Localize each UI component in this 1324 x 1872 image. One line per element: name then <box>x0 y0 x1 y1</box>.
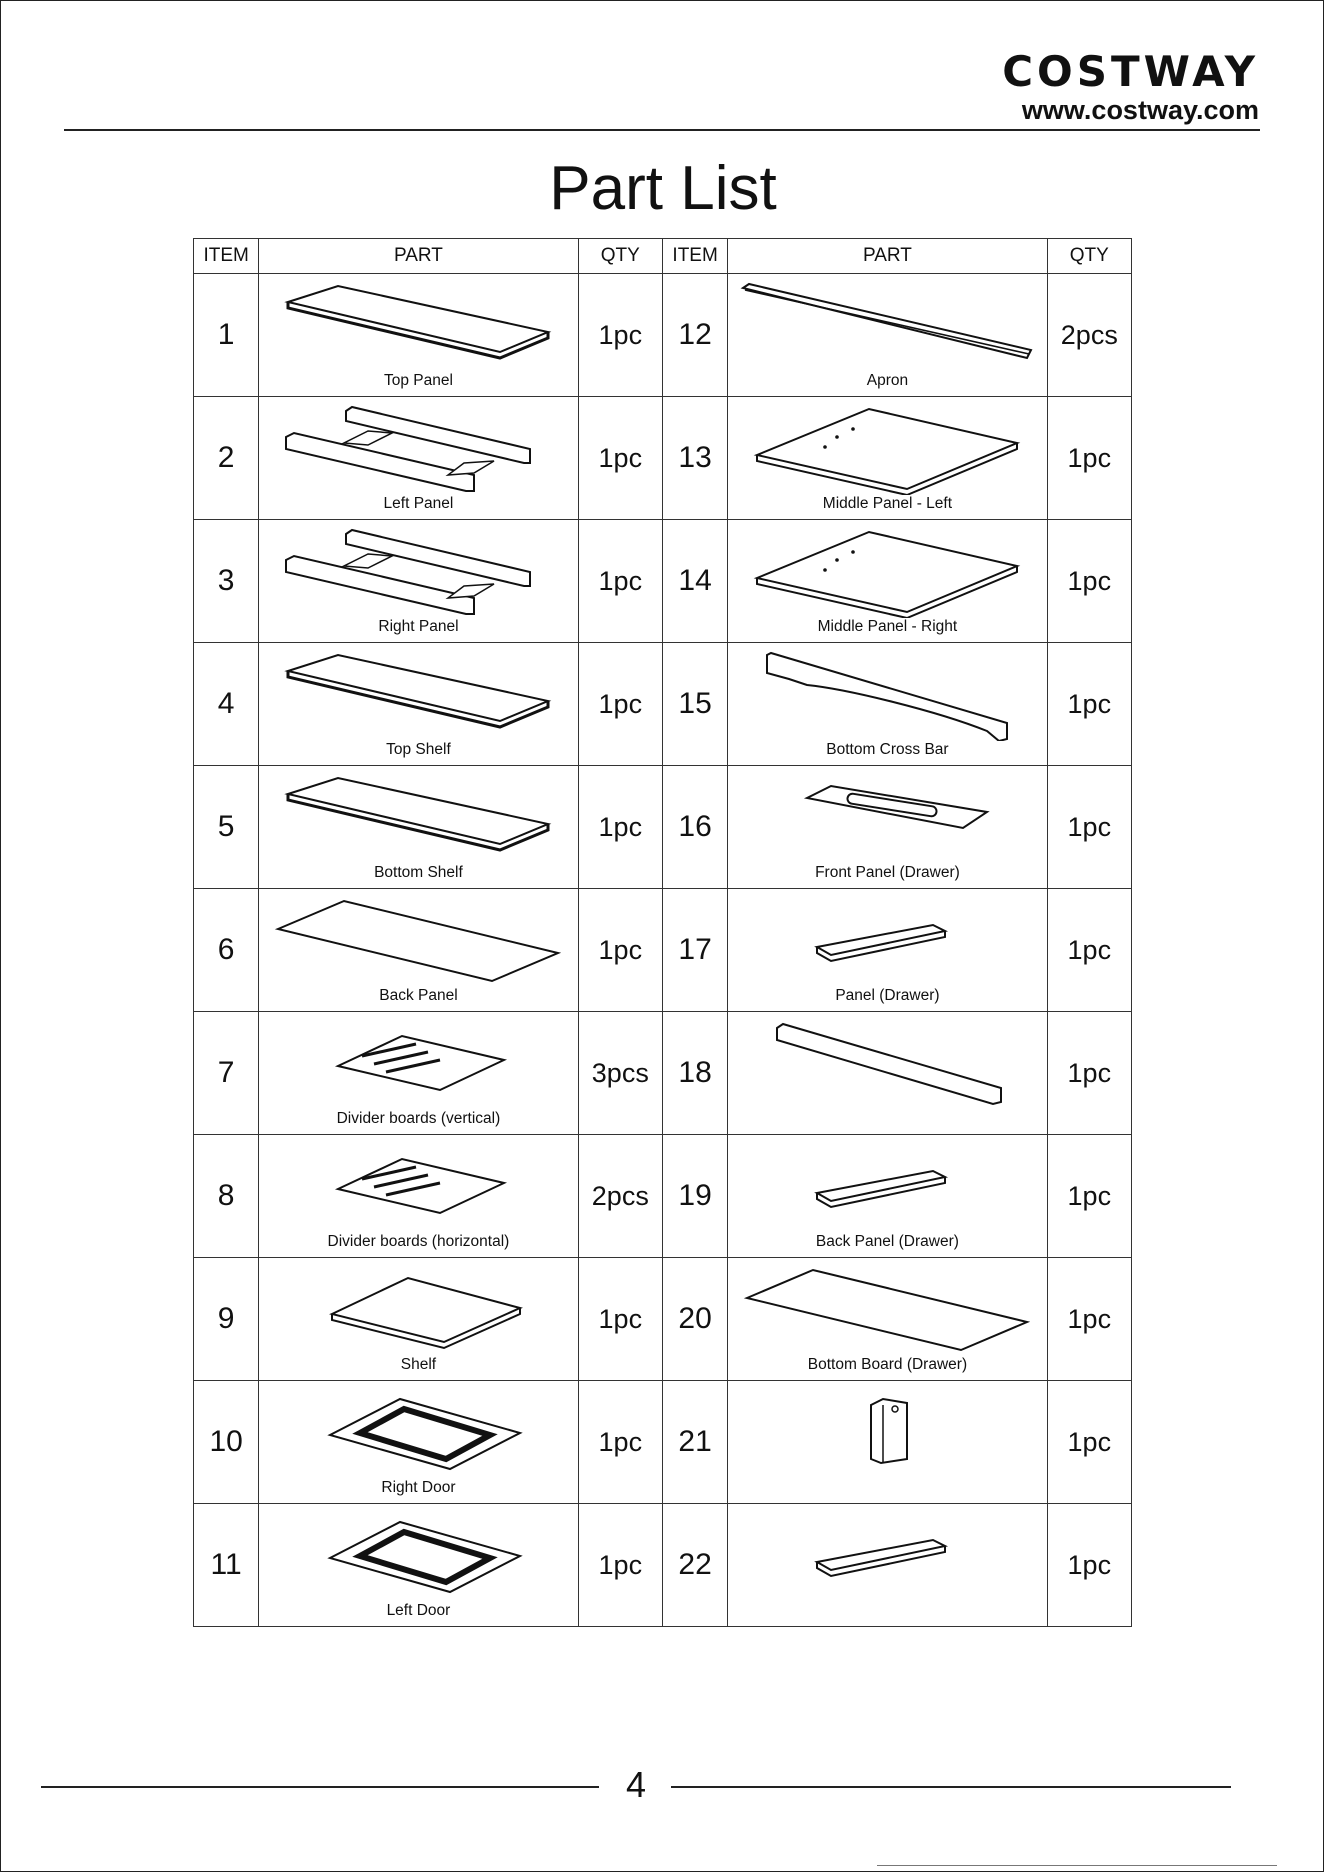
part-name: Shelf <box>400 1356 437 1373</box>
part-name: Right Door <box>381 1479 456 1496</box>
part-cell <box>728 643 1047 766</box>
header-item: ITEM <box>662 239 727 274</box>
table-row <box>194 274 1132 397</box>
part-cell <box>259 397 578 520</box>
part-name <box>728 1602 1046 1626</box>
header-part: PART <box>728 239 1047 274</box>
part-name: Left Panel <box>383 495 454 512</box>
part-drawing-small-board <box>737 1510 1037 1602</box>
table-row <box>194 766 1132 889</box>
part-quantity: 1pc <box>1047 1012 1131 1135</box>
part-name: Divider boards (horizontal) <box>327 1233 510 1250</box>
item-number: 18 <box>662 1012 727 1135</box>
part-name: Left Door <box>386 1602 451 1619</box>
part-name: Bottom Cross Bar <box>826 741 949 758</box>
part-quantity: 1pc <box>1047 1381 1131 1504</box>
part-cell <box>728 1381 1047 1504</box>
part-quantity: 1pc <box>1047 643 1131 766</box>
scan-edge-mark <box>877 1865 1277 1866</box>
part-cell <box>728 1135 1047 1258</box>
item-number: 6 <box>194 889 259 1012</box>
part-quantity: 1pc <box>1047 520 1131 643</box>
part-list-table <box>193 238 1132 1627</box>
part-cell <box>259 889 578 1012</box>
part-quantity: 1pc <box>578 397 662 520</box>
header-qty: QTY <box>1047 239 1131 274</box>
header-qty: QTY <box>578 239 662 274</box>
part-name <box>728 1110 1046 1134</box>
part-drawing-side-frame <box>268 403 568 495</box>
part-quantity: 1pc <box>1047 1258 1131 1381</box>
item-number: 3 <box>194 520 259 643</box>
item-number: 17 <box>662 889 727 1012</box>
part-quantity: 1pc <box>578 766 662 889</box>
part-quantity: 1pc <box>1047 1135 1131 1258</box>
part-cell <box>728 766 1047 889</box>
part-name: Divider boards (vertical) <box>336 1110 501 1127</box>
item-number: 2 <box>194 397 259 520</box>
part-quantity: 1pc <box>1047 766 1131 889</box>
part-drawing-drawer-front <box>737 772 1037 864</box>
part-cell <box>259 766 578 889</box>
part-drawing-thin-sheet <box>737 1264 1037 1356</box>
item-number: 19 <box>662 1135 727 1258</box>
part-drawing-small-board <box>737 1141 1037 1233</box>
part-name: Middle Panel - Left <box>822 495 953 512</box>
item-number: 14 <box>662 520 727 643</box>
table-header-row <box>194 239 1132 274</box>
item-number: 12 <box>662 274 727 397</box>
item-number: 20 <box>662 1258 727 1381</box>
part-drawing-side-frame <box>268 526 568 618</box>
part-drawing-thin-sheet <box>268 895 568 987</box>
header-part: PART <box>259 239 578 274</box>
part-drawing-door <box>268 1510 568 1602</box>
part-cell <box>259 1012 578 1135</box>
part-quantity: 1pc <box>578 889 662 1012</box>
part-cell <box>728 274 1047 397</box>
item-number: 22 <box>662 1504 727 1627</box>
part-name: Top Shelf <box>386 741 451 758</box>
table-row <box>194 1012 1132 1135</box>
part-name <box>728 1479 1046 1503</box>
item-number: 21 <box>662 1381 727 1504</box>
part-drawing-wide-panel <box>737 403 1037 495</box>
part-name: Back Panel <box>379 987 458 1004</box>
part-cell <box>259 520 578 643</box>
part-quantity: 1pc <box>1047 1504 1131 1627</box>
part-quantity: 1pc <box>578 643 662 766</box>
part-cell <box>259 1504 578 1627</box>
part-drawing-block <box>737 1387 1037 1479</box>
item-number: 1 <box>194 274 259 397</box>
brand-url: www.costway.com <box>1021 95 1259 125</box>
part-quantity: 2pcs <box>1047 274 1131 397</box>
part-cell <box>259 1381 578 1504</box>
item-number: 13 <box>662 397 727 520</box>
part-quantity: 1pc <box>1047 397 1131 520</box>
part-cell <box>728 1012 1047 1135</box>
part-name: Top Panel <box>383 372 453 389</box>
part-name: Bottom Shelf <box>374 864 463 881</box>
part-cell <box>728 1258 1047 1381</box>
part-name: Back Panel (Drawer) <box>815 1233 959 1250</box>
part-cell <box>259 1135 578 1258</box>
part-drawing-cross-bar <box>737 649 1037 741</box>
part-drawing-shelf-board <box>268 1264 568 1356</box>
table-row <box>194 1381 1132 1504</box>
table-row <box>194 1258 1132 1381</box>
item-number: 5 <box>194 766 259 889</box>
brand-logo: COSTWAY <box>1002 47 1259 96</box>
part-quantity: 1pc <box>578 274 662 397</box>
page-number: 4 <box>625 1764 647 1805</box>
table-row <box>194 520 1132 643</box>
item-number: 9 <box>194 1258 259 1381</box>
item-number: 7 <box>194 1012 259 1135</box>
part-cell <box>259 274 578 397</box>
item-number: 11 <box>194 1504 259 1627</box>
part-drawing-flat-board <box>268 649 568 741</box>
part-drawing-divider-board <box>268 1018 568 1110</box>
table-row <box>194 1504 1132 1627</box>
item-number: 16 <box>662 766 727 889</box>
part-quantity: 3pcs <box>578 1012 662 1135</box>
item-number: 8 <box>194 1135 259 1258</box>
part-quantity: 1pc <box>1047 889 1131 1012</box>
table-row <box>194 1135 1132 1258</box>
item-number: 15 <box>662 643 727 766</box>
part-drawing-long-bar <box>737 280 1037 372</box>
part-quantity: 1pc <box>578 520 662 643</box>
part-cell <box>728 520 1047 643</box>
part-name: Bottom Board (Drawer) <box>807 1356 968 1373</box>
header-item: ITEM <box>194 239 259 274</box>
part-drawing-wide-panel <box>737 526 1037 618</box>
part-cell <box>728 889 1047 1012</box>
part-drawing-small-board <box>737 895 1037 987</box>
part-drawing-door <box>268 1387 568 1479</box>
brand-block <box>1002 49 1259 125</box>
header-divider <box>64 129 1260 131</box>
footer-divider-left <box>41 1786 599 1788</box>
part-name: Front Panel (Drawer) <box>815 864 960 881</box>
part-name: Apron <box>866 372 909 389</box>
part-cell <box>728 397 1047 520</box>
part-name: Panel (Drawer) <box>835 987 940 1004</box>
part-drawing-long-rail <box>737 1018 1037 1110</box>
part-drawing-divider-board <box>268 1141 568 1233</box>
table-row <box>194 397 1132 520</box>
item-number: 10 <box>194 1381 259 1504</box>
part-quantity: 1pc <box>578 1381 662 1504</box>
page-title: Part List <box>549 154 777 223</box>
part-quantity: 1pc <box>578 1504 662 1627</box>
table-row <box>194 643 1132 766</box>
part-quantity: 2pcs <box>578 1135 662 1258</box>
footer-divider-right <box>671 1786 1231 1788</box>
part-cell <box>728 1504 1047 1627</box>
part-name: Right Panel <box>378 618 459 635</box>
item-number: 4 <box>194 643 259 766</box>
part-drawing-flat-board <box>268 280 568 372</box>
part-quantity: 1pc <box>578 1258 662 1381</box>
table-row <box>194 889 1132 1012</box>
part-name: Middle Panel - Right <box>817 618 958 635</box>
part-drawing-flat-board <box>268 772 568 864</box>
part-list-body <box>194 274 1132 1627</box>
part-cell <box>259 643 578 766</box>
part-cell <box>259 1258 578 1381</box>
